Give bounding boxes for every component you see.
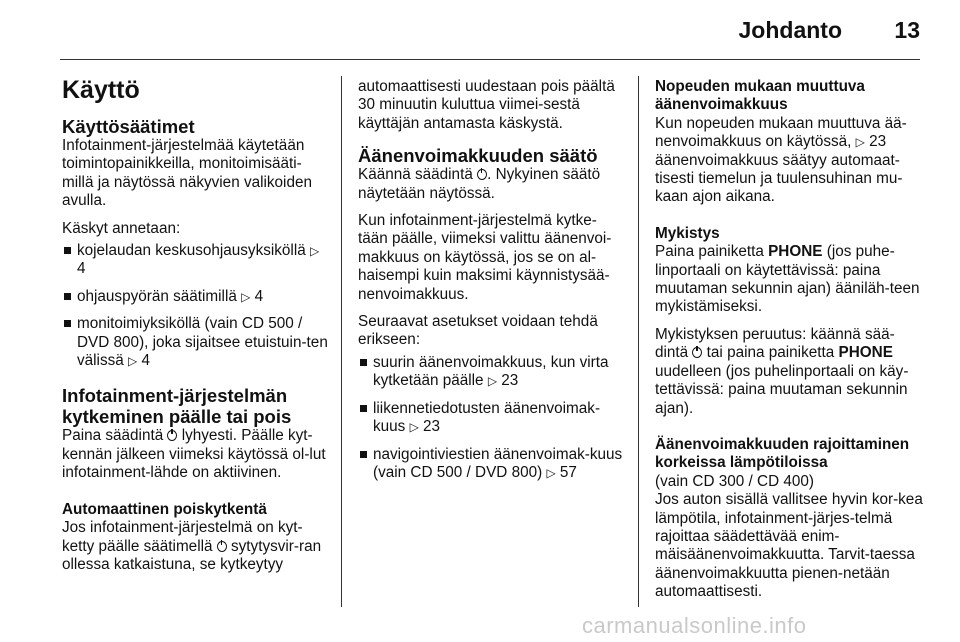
page-header [0, 0, 960, 58]
power-knob-icon [692, 347, 702, 358]
column-left [62, 76, 328, 574]
list-item: liikennetiedotusten äänenvoimak-kuus ▷ 23 [358, 400, 624, 437]
bullet-list [358, 354, 624, 482]
key-label: PHONE [768, 243, 823, 261]
paragraph: automaattisesti uudestaan pois päältä 30 minuutin kuluttua viimei-sestä käyttäjän antamasta käskystä. [358, 78, 615, 132]
column-middle [358, 78, 624, 491]
page-number: 13 [894, 17, 920, 43]
heading-speed-volume: Nopeuden mukaan muuttuva äänenvoimakkuus [655, 78, 865, 114]
page-ref-icon: ▷ [546, 465, 556, 480]
heading-controls: Käyttösäätimet [62, 116, 195, 137]
watermark: carmanualsonline.info [582, 613, 807, 638]
list-item: ohjauspyörän säätimillä ▷ 4 [62, 288, 328, 306]
page-ref-icon: ▷ [128, 354, 138, 369]
paragraph: Käskyt annetaan: [62, 219, 181, 237]
page-ref-icon: ▷ [855, 135, 865, 150]
heading-volume-limit: Äänenvoimakkuuden rajoittaminen korkeissa lämpötiloissa [655, 435, 910, 472]
bullet-list [62, 242, 328, 370]
list-item: suurin äänenvoimakkuus, kun virta kytketään päälle ▷ 23 [358, 354, 624, 391]
paragraph: Seuraavat asetukset voidaan tehdä erikseen: [358, 313, 598, 349]
paragraph: Paina säädintä lyhyesti. Päälle kyt-kennän jälkeen viimeksi käytössä ol-lut infotainment-lähde on aktiivinen. [62, 427, 326, 482]
power-knob-icon [477, 169, 487, 180]
list-item: navigointiviestien äänenvoimak-kuus (vain CD 500 / DVD 800) ▷ 57 [358, 446, 624, 483]
paragraph: Kun infotainment-järjestelmä kytke-tään päälle, viimeksi valittu äänenvoi-makkuus on käytössä, jos se on al-haisempi kuin maksimi käynnistysää-nenvoimakkuus. [358, 212, 612, 303]
paragraph: Jos infotainment-järjestelmä on kyt-ketty päälle säätimellä sytytysvir-ran ollessa katkaistuna, se kytkeytyy [62, 519, 322, 573]
heading-volume: Äänenvoimakkuuden säätö [358, 145, 598, 167]
heading-power: Infotainment-järjestelmän kytkeminen päälle tai pois [62, 385, 292, 428]
page-ref-icon: ▷ [487, 374, 498, 389]
header-rule [60, 59, 920, 60]
page-ref-icon: ▷ [241, 289, 251, 304]
paragraph: Jos auton sisällä vallitsee hyvin kor-kea lämpötila, infotainment-järjes-telmä rajoittaa säädettävää enim-mäisäänenvoimakkuutta. Tarvit-taessa äänenvoimakkuutta pienen-netään automaattisesti. [655, 491, 923, 601]
heading-mute: Mykistys [655, 224, 720, 242]
list-item: monitoimiyksiköllä (vain CD 500 / DVD 800), joka sijaitsee etuistuin-ten välissä ▷ 4 [62, 315, 328, 370]
list-item: kojelaudan keskusohjausyksiköllä ▷ 4 [62, 242, 328, 279]
column-divider [341, 76, 342, 607]
paragraph: Kun nopeuden mukaan muuttuva ää-nenvoimakkuus on käytössä, ▷ 23 äänenvoimakkuus säätyy automaat-tisesti tiemelun ja tuulensuhinan mu-kaan ajon aikana. [655, 114, 907, 206]
paragraph: Mykistyksen peruutus: käännä sää-dintä tai paina painiketta PHONE uudelleen (jos puhelinportaali on käy-tettävissä: paina muutaman sekunnin ajan). [655, 325, 909, 417]
power-knob-icon [217, 541, 227, 552]
column-divider [638, 76, 639, 607]
chapter-title: Käyttö [62, 76, 140, 104]
key-label: PHONE [838, 344, 893, 362]
heading-auto-off: Automaattinen poiskytkentä [62, 500, 267, 518]
column-right [655, 78, 923, 602]
page-ref-icon: ▷ [310, 244, 320, 259]
paragraph: Paina painiketta PHONE (jos puhe-linportaali on käytettävissä: paina muutaman sekunnin ajan) ääniläh-teen mykistämiseksi. [655, 243, 920, 316]
power-knob-icon [167, 430, 177, 441]
section-title: Johdanto [738, 17, 842, 43]
paragraph: Infotainment-järjestelmää käytetään toimintopainikkeilla, monitoimisääti-millä ja näytössä näkyvien valikoiden avulla. [62, 137, 312, 210]
paragraph: Käännä säädintä . Nykyinen säätö näytetään näytössä. [358, 166, 601, 202]
page-ref-icon: ▷ [409, 420, 419, 435]
paragraph: (vain CD 300 / CD 400) [655, 472, 814, 490]
